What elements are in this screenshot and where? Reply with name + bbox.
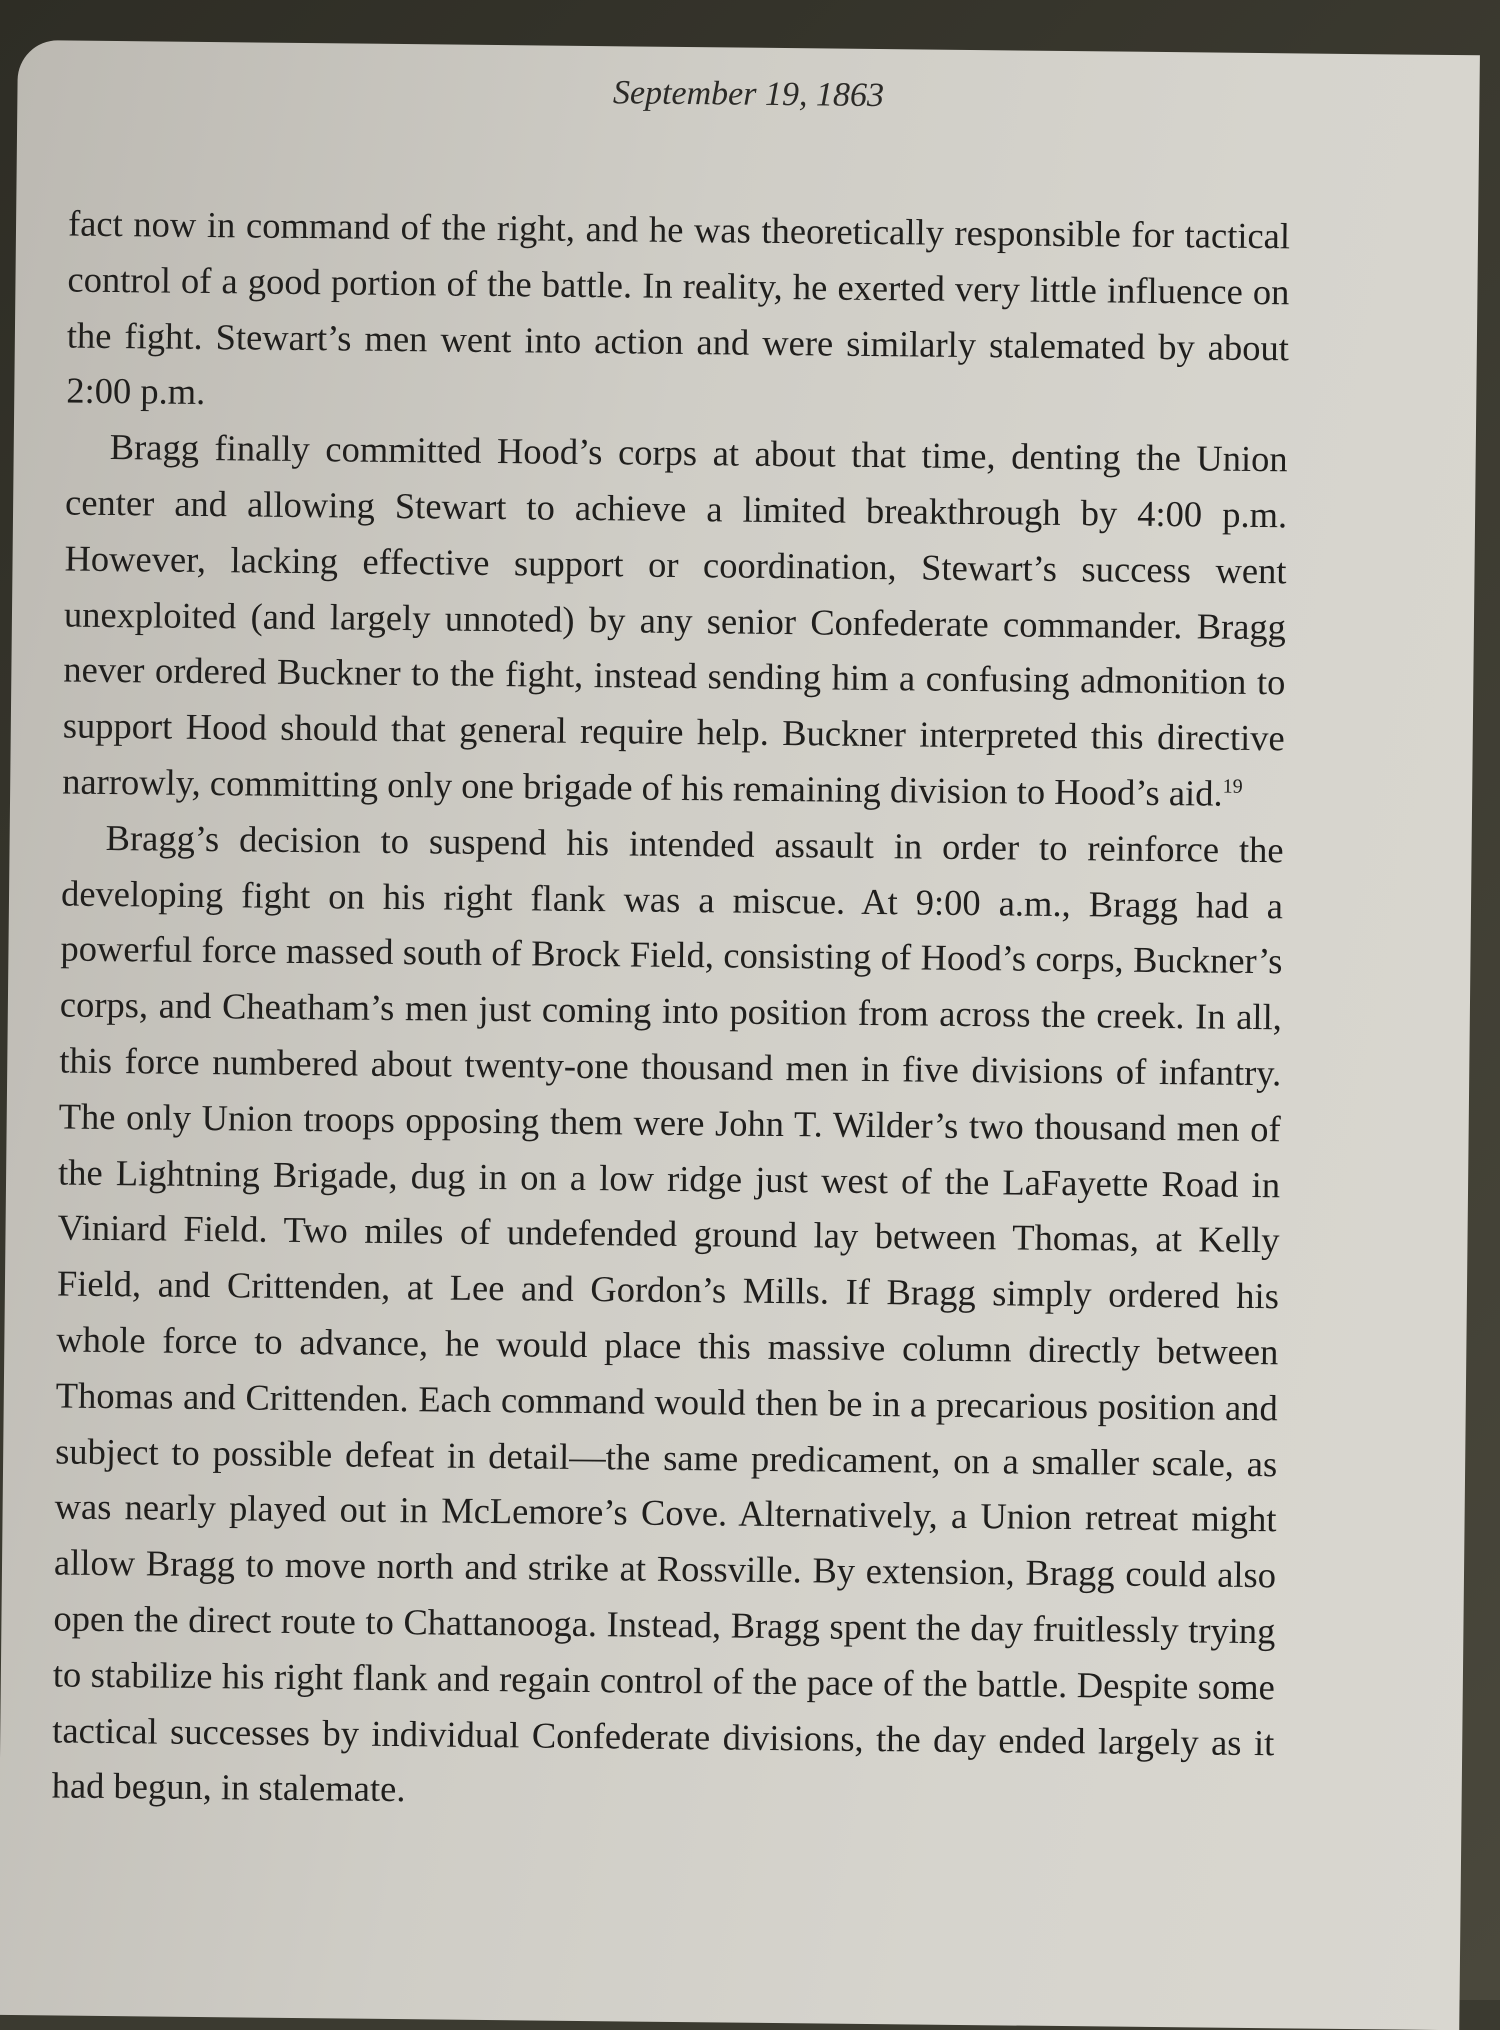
running-header: September 19, 1863 xyxy=(612,74,885,115)
paragraph-1-text: fact now in command of the right, and he was theoretically responsible for tactical control of a good portion of the battle. In reality, he exerted very little influence on the fight. Stewart’s men went into action and were similarly stalemated by about 2:00 p.m. xyxy=(66,202,1291,413)
paragraph-2-text: Bragg finally committed Hood’s corps at about that time, denting the Union center and allowing Stewart to achieve a limited breakthrough by 4:00 p.m. However, lacking effective support or coordination, Stewart’s success went unexploited (and largely unnoted) by any senior Confederate commander. Bragg never ordered Buckner to the fight, instead sending him a confusing admonition to support Hood should that general require help. Buckner interpreted this directive narrowly, committing only one brigade of his remaining division to Hood’s aid. xyxy=(62,426,1288,814)
paragraph-1 xyxy=(66,196,1290,432)
book-page xyxy=(0,40,1480,2030)
paragraph-3 xyxy=(51,809,1283,1826)
footnote-marker: 19 xyxy=(1222,775,1243,798)
body-text xyxy=(51,196,1290,1827)
paragraph-3-text: Bragg’s decision to suspend his intended assault in order to reinforce the developing fight on his right flank was a miscue. At 9:00 a.m., Bragg had a powerful force massed south of Brock Field, consisting of Hood’s corps, Buckner’s corps, and Cheatham’s men just coming into position from across the creek. In all, this force numbered about twenty-one thousand men in five divisions of infantry. The only Union troops opposing them were John T. Wilder’s two thousand men of the Lightning Brigade, dug in on a low ridge just west of the LaFayette Road in Viniard Field. Two miles of undefended ground lay between Thomas, at Kelly Field, and Crittenden, at Lee and Gordon’s Mills. If Bragg simply ordered his whole force to advance, he would place this massive column directly between Thomas and Crittenden. Each command would then be in a precarious position and subject to possible defeat in detail—the same predicament, on a smaller scale, as was nearly played out in McLemore’s Cove. Alternatively, a Union retreat might allow Bragg to move north and strike at Rossville. By extension, Bragg could also open the direct route to Chattanooga. Instead, Bragg spent the day fruitlessly trying to stabilize his right flank and regain control of the pace of the battle. Despite some tactical successes by individual Confederate divisions, the day ended largely as it had begun, in stalemate. xyxy=(51,816,1284,1810)
paragraph-2 xyxy=(62,419,1288,822)
